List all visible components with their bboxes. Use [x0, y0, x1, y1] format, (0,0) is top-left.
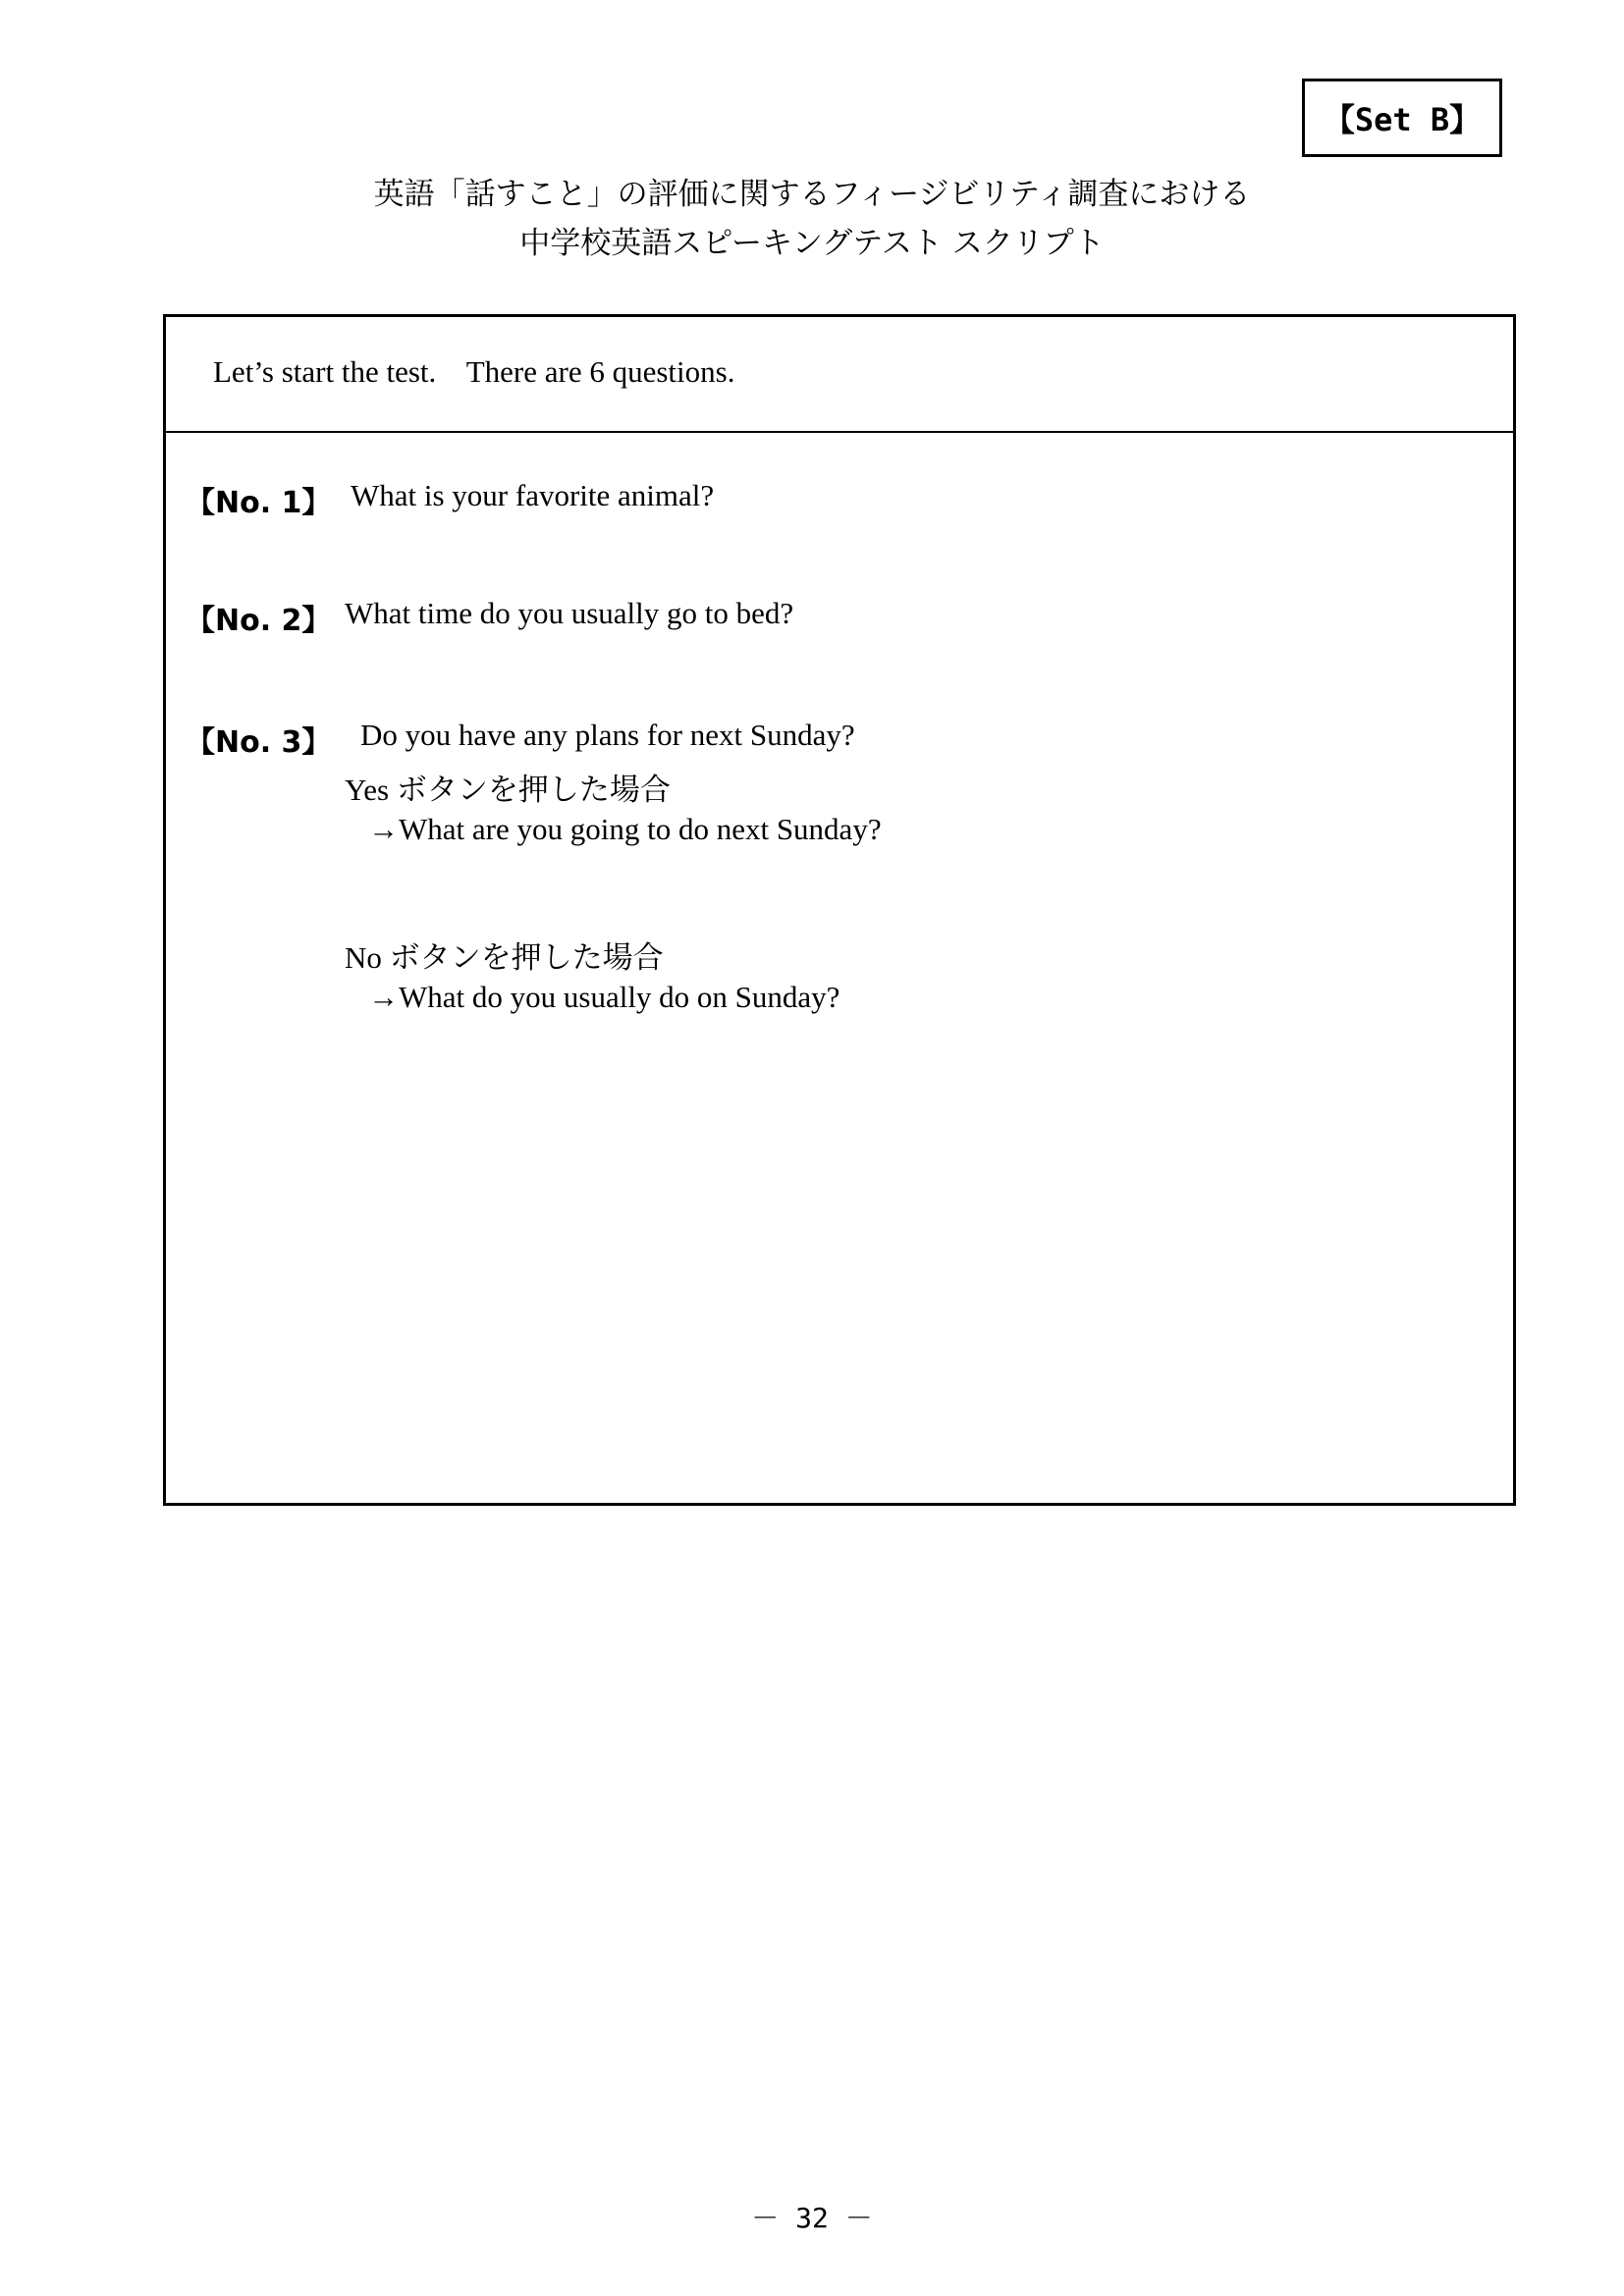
yes-branch-followup: →What are you going to do next Sunday?: [368, 812, 882, 846]
intro-text: Let’s start the test. There are 6 questions.: [213, 354, 735, 389]
question-1-label: 【No. 1】: [186, 486, 332, 520]
no-branch-condition: No ボタンを押した場合: [345, 940, 664, 975]
question-2-text: What time do you usually go to bed?: [345, 596, 794, 630]
yes-branch-condition: Yes ボタンを押した場合: [345, 773, 671, 807]
question-3-label: 【No. 3】: [186, 725, 332, 760]
intro-section: [166, 317, 1513, 433]
page-number: － 32 －: [751, 2202, 873, 2234]
document-title-line-1: 英語「話すこと」の評価に関するフィージビリティ調査における: [373, 177, 1251, 212]
question-3-text: Do you have any plans for next Sunday?: [360, 718, 855, 752]
document-title-line-2: 中学校英語スピーキングテスト スクリプト: [519, 226, 1105, 261]
set-label: 【Set B】: [1302, 79, 1502, 157]
script-box: [163, 314, 1516, 1506]
question-2-label: 【No. 2】: [186, 604, 332, 638]
no-branch-followup: →What do you usually do on Sunday?: [368, 980, 840, 1014]
question-1-text: What is your favorite animal?: [351, 478, 715, 512]
